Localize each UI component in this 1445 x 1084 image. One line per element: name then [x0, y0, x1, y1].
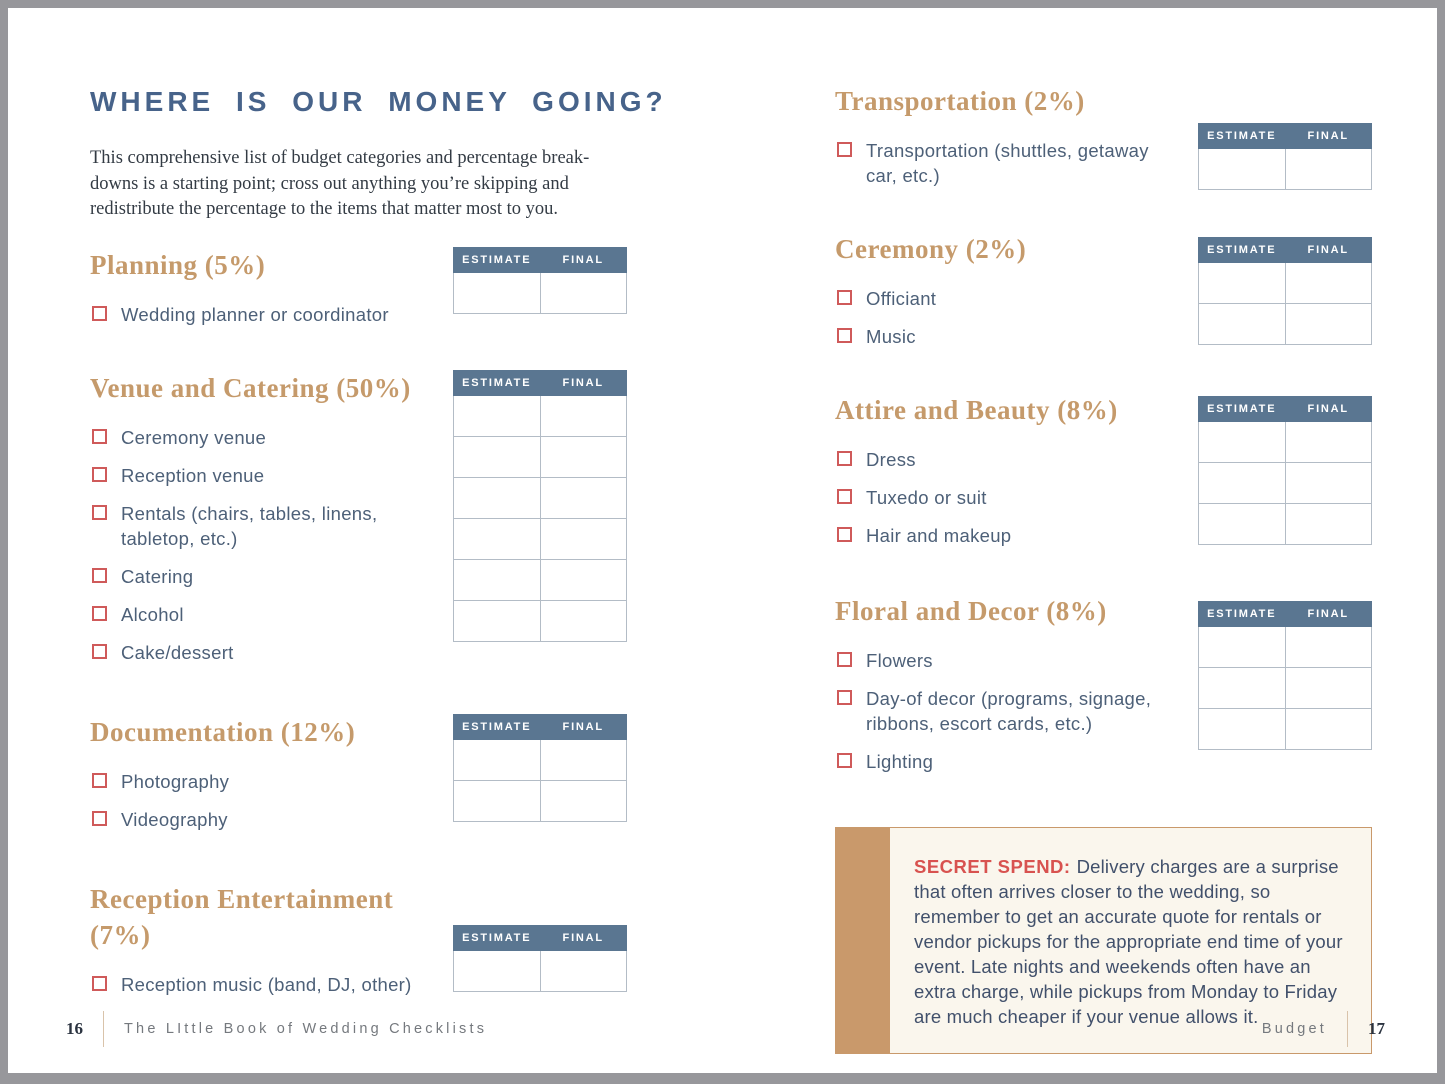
- checkbox[interactable]: [92, 811, 107, 826]
- checkbox[interactable]: [837, 690, 852, 705]
- item-label: Dress: [866, 449, 916, 470]
- item-label: Wedding planner or coordinator: [121, 303, 389, 325]
- final-cell[interactable]: [1285, 422, 1372, 463]
- checkbox[interactable]: [837, 753, 852, 768]
- section-title: Attire and Beauty (8%): [835, 395, 1118, 425]
- checkbox[interactable]: [92, 773, 107, 788]
- estimate-header-cell: ESTIMATE: [454, 714, 541, 739]
- final-header-cell: FINAL: [1285, 602, 1372, 627]
- checkbox[interactable]: [837, 652, 852, 667]
- final-cell[interactable]: [540, 559, 627, 600]
- estimate-final-table: [1198, 601, 1372, 750]
- section-title: Documentation (12%): [90, 716, 356, 747]
- callout-label: SECRET SPEND:: [914, 856, 1071, 877]
- item-label: Music: [866, 326, 916, 347]
- estimate-header-cell: ESTIMATE: [1199, 124, 1286, 149]
- checklist-item: [835, 686, 1182, 736]
- item-label: Catering: [121, 565, 194, 587]
- checklist-item: [90, 564, 437, 589]
- checkbox[interactable]: [92, 429, 107, 444]
- estimate-final-table: [453, 714, 627, 822]
- estimate-final-table: [1198, 123, 1372, 190]
- item-label: Lighting: [866, 751, 934, 772]
- checklist-item: [90, 463, 437, 488]
- checklist-item: [90, 640, 437, 665]
- checkbox[interactable]: [837, 489, 852, 504]
- checkbox[interactable]: [92, 467, 107, 482]
- estimate-final-table: [453, 370, 627, 642]
- estimate-cell[interactable]: [1199, 709, 1286, 750]
- checklist-item: [835, 523, 1182, 548]
- final-cell[interactable]: [1285, 504, 1372, 545]
- item-label: Photography: [121, 770, 230, 792]
- page-title: WHERE IS OUR MONEY GOING?: [90, 86, 667, 117]
- item-label: Transportation (shuttles, getaway car, etc.): [866, 140, 1149, 186]
- item-label: Reception venue: [121, 464, 265, 486]
- item-label: Flowers: [866, 650, 933, 671]
- final-cell[interactable]: [1285, 668, 1372, 709]
- estimate-cell[interactable]: [454, 600, 541, 641]
- item-label: Alcohol: [121, 603, 184, 625]
- section-reception-entertainment: [90, 881, 627, 1010]
- final-header-cell: FINAL: [540, 925, 627, 950]
- estimate-cell[interactable]: [1199, 149, 1286, 190]
- checkbox[interactable]: [92, 606, 107, 621]
- estimate-cell[interactable]: [1199, 668, 1286, 709]
- final-cell[interactable]: [1285, 149, 1372, 190]
- final-cell[interactable]: [540, 477, 627, 518]
- estimate-cell[interactable]: [1199, 463, 1286, 504]
- estimate-cell[interactable]: [1199, 504, 1286, 545]
- section-title: Planning (5%): [90, 249, 266, 280]
- checkbox[interactable]: [837, 451, 852, 466]
- left-page-column: [90, 86, 667, 1010]
- final-header-cell: FINAL: [540, 370, 627, 395]
- checklist-item: [90, 972, 437, 997]
- callout-accent-bar: [835, 827, 890, 1054]
- final-cell[interactable]: [540, 780, 627, 821]
- item-label: Tuxedo or suit: [866, 487, 987, 508]
- estimate-final-table: [453, 247, 627, 314]
- estimate-header-cell: ESTIMATE: [1199, 602, 1286, 627]
- item-label: Rentals (chairs, tables, linens, tabletop, etc.): [121, 502, 378, 549]
- final-cell[interactable]: [540, 395, 627, 436]
- checklist-item: [90, 425, 437, 450]
- checklist-item: [835, 485, 1182, 510]
- estimate-cell[interactable]: [454, 477, 541, 518]
- estimate-final-table: [1198, 396, 1372, 545]
- estimate-header-cell: ESTIMATE: [1199, 397, 1286, 422]
- item-label: Videography: [121, 808, 228, 830]
- estimate-cell[interactable]: [1199, 263, 1286, 304]
- footer-divider: [1347, 1011, 1348, 1047]
- section-floral-decor: [835, 593, 1372, 787]
- checkbox[interactable]: [92, 644, 107, 659]
- page-number-right: 17: [1368, 1019, 1385, 1038]
- estimate-final-table: [453, 925, 627, 992]
- checklist-item: [835, 749, 1182, 774]
- estimate-cell[interactable]: [1199, 422, 1286, 463]
- item-label: Hair and makeup: [866, 525, 1012, 546]
- checkbox[interactable]: [837, 290, 852, 305]
- estimate-final-table: [1198, 237, 1372, 345]
- checklist-item: [90, 807, 437, 832]
- estimate-cell[interactable]: [454, 950, 541, 991]
- final-cell[interactable]: [1285, 463, 1372, 504]
- final-cell[interactable]: [1285, 709, 1372, 750]
- estimate-header-cell: ESTIMATE: [454, 247, 541, 272]
- item-label: Ceremony venue: [121, 426, 267, 448]
- checkbox[interactable]: [92, 505, 107, 520]
- estimate-header-cell: ESTIMATE: [454, 370, 541, 395]
- chapter-label: Budget: [1261, 1021, 1327, 1037]
- checklist-item: [835, 447, 1182, 472]
- final-cell[interactable]: [540, 272, 627, 313]
- estimate-header-cell: ESTIMATE: [1199, 238, 1286, 263]
- section-attire-beauty: [835, 392, 1372, 561]
- footer-left: [66, 1011, 487, 1047]
- final-cell[interactable]: [1285, 263, 1372, 304]
- item-label: Cake/dessert: [121, 641, 234, 663]
- estimate-cell[interactable]: [454, 395, 541, 436]
- final-cell[interactable]: [1285, 304, 1372, 345]
- right-page-column: [835, 83, 1372, 1054]
- checkbox[interactable]: [92, 568, 107, 583]
- checklist-item: [835, 138, 1182, 188]
- book-title: The LIttle Book of Wedding Checklists: [124, 1021, 488, 1037]
- checklist-item: [835, 286, 1182, 311]
- callout-body-text: Delivery charges are a surprise that often arrives closer to the wedding, so remember to get an accurate quote for rentals or vendor pickups for the appropriate end time of your event. Late nights and weekends often have an extra charge, while pickups from Monday to Friday are much cheaper if your venue allows it.: [914, 856, 1343, 1027]
- final-cell[interactable]: [540, 739, 627, 780]
- estimate-cell[interactable]: [454, 272, 541, 313]
- estimate-cell[interactable]: [1199, 627, 1286, 668]
- checklist-item: [90, 602, 437, 627]
- checkbox[interactable]: [92, 976, 107, 991]
- page-number-left: 16: [66, 1019, 83, 1038]
- final-header-cell: FINAL: [540, 714, 627, 739]
- checklist-item: [835, 648, 1182, 673]
- final-cell[interactable]: [1285, 627, 1372, 668]
- footer-divider: [103, 1011, 104, 1047]
- checkbox[interactable]: [92, 306, 107, 321]
- section-title: Transportation (2%): [835, 86, 1085, 116]
- checkbox[interactable]: [837, 328, 852, 343]
- final-header-cell: FINAL: [1285, 124, 1372, 149]
- item-label: Officiant: [866, 288, 937, 309]
- checkbox[interactable]: [837, 142, 852, 157]
- section-venue-catering: [90, 370, 627, 678]
- final-cell[interactable]: [540, 950, 627, 991]
- estimate-cell[interactable]: [1199, 304, 1286, 345]
- checklist-item: [90, 769, 437, 794]
- checklist-item: [90, 302, 437, 327]
- checklist-item: [90, 501, 437, 551]
- final-cell[interactable]: [540, 436, 627, 477]
- final-cell[interactable]: [540, 600, 627, 641]
- checklist-item: [835, 324, 1182, 349]
- section-title: Venue and Catering (50%): [90, 372, 411, 403]
- item-label: Reception music (band, DJ, other): [121, 973, 412, 995]
- estimate-cell[interactable]: [454, 780, 541, 821]
- footer-right: [1262, 1011, 1385, 1047]
- section-title: Ceremony (2%): [835, 234, 1027, 264]
- estimate-cell[interactable]: [454, 739, 541, 780]
- final-header-cell: FINAL: [1285, 397, 1372, 422]
- estimate-cell[interactable]: [454, 559, 541, 600]
- final-header-cell: FINAL: [540, 247, 627, 272]
- section-ceremony: [835, 231, 1372, 362]
- estimate-header-cell: ESTIMATE: [454, 925, 541, 950]
- estimate-cell[interactable]: [454, 518, 541, 559]
- section-planning: [90, 247, 627, 340]
- checkbox[interactable]: [837, 527, 852, 542]
- intro-text: This comprehensive list of budget categories and percentage break-downs is a starting point; cross out anything you’re skipping and redistribute the percentage to the items that matter most to you.: [90, 148, 590, 219]
- section-transportation: [835, 83, 1372, 201]
- section-title: Floral and Decor (8%): [835, 596, 1107, 626]
- section-documentation: [90, 714, 627, 845]
- item-label: Day-of decor (programs, signage, ribbons, escort cards, etc.): [866, 688, 1152, 734]
- final-header-cell: FINAL: [1285, 238, 1372, 263]
- section-title: Reception Entertainment (7%): [90, 883, 394, 950]
- final-cell[interactable]: [540, 518, 627, 559]
- estimate-cell[interactable]: [454, 436, 541, 477]
